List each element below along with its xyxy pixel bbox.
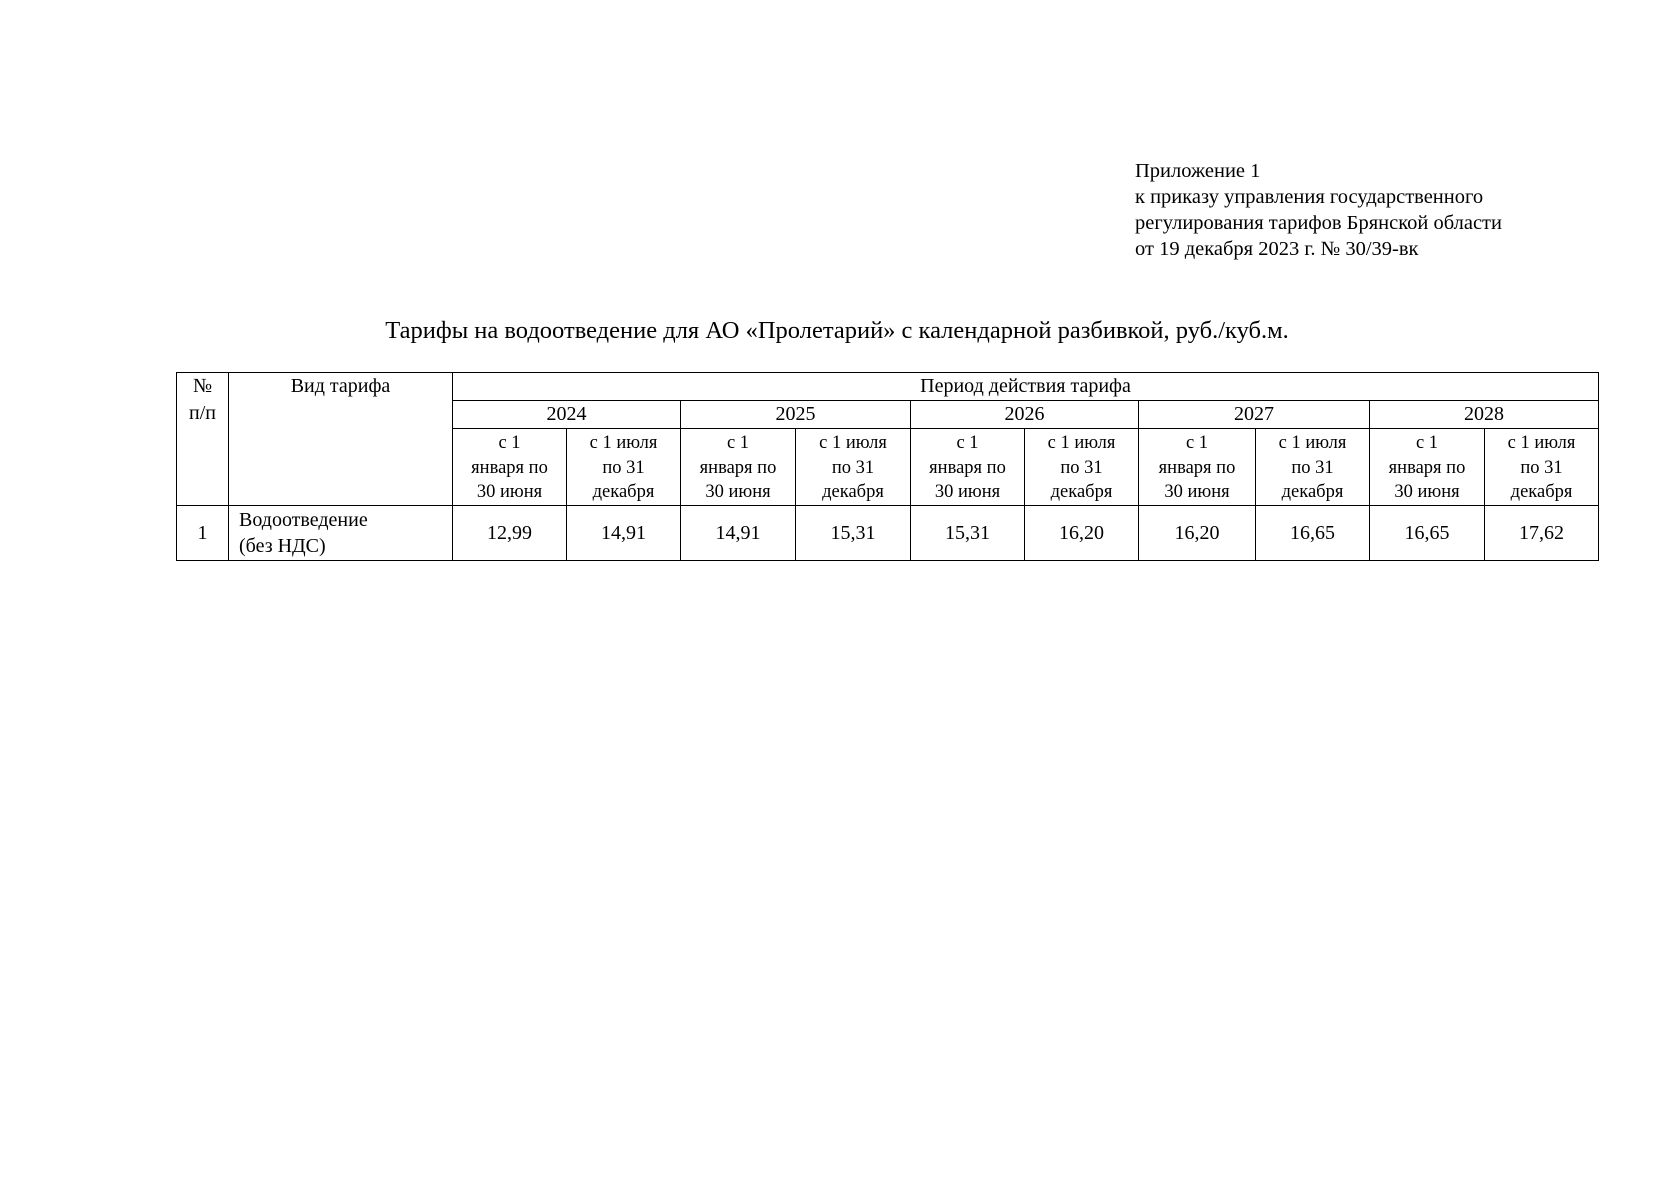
tariff-value-2025-h2: 15,31 [796, 506, 911, 561]
header-year-2026: 2026 [911, 401, 1139, 429]
tariff-value-2024-h1: 12,99 [453, 506, 567, 561]
appendix-block [1135, 158, 1502, 262]
header-half-2-line-2: по 31 [1291, 457, 1334, 478]
header-half-2-line-1: с 1 июля [1507, 433, 1576, 453]
tariff-value-2027-h2: 16,65 [1256, 506, 1370, 561]
header-half-2 [1256, 429, 1370, 506]
tariff-table [176, 372, 1599, 561]
header-half-2 [567, 429, 681, 506]
header-half-2-line-1: с 1 июля [1278, 433, 1347, 453]
header-num-line-2: п/п [189, 402, 216, 424]
tariff-value-2024-h2: 14,91 [567, 506, 681, 561]
header-half-2-line-2: по 31 [831, 457, 875, 478]
tariff-value-2025-h1: 14,91 [681, 506, 796, 561]
header-half-2-line-2: по 31 [1060, 457, 1103, 478]
row-tariff-name-line-2: (без НДС) [239, 535, 326, 557]
header-half-1-line-3: 30 июня [476, 482, 543, 502]
appendix-line-3: регулирования тарифов Брянской области [1135, 212, 1502, 234]
header-year-2025: 2025 [681, 401, 911, 429]
row-num: 1 [177, 506, 229, 561]
header-half-1 [1370, 429, 1485, 506]
header-half-2-line-3: декабря [592, 482, 655, 502]
table-row [177, 506, 1599, 561]
header-half-1-line-2: января по [699, 457, 777, 478]
header-half-2 [796, 429, 911, 506]
header-half-1-line-3: 30 июня [1394, 482, 1460, 502]
document-title-text: Тарифы на водоотведение для АО «Пролетарий» с календарной разбивкой, руб./куб.м. [385, 317, 1289, 344]
header-half-2-line-2: по 31 [602, 457, 645, 478]
tariff-value-2028-h2: 17,62 [1485, 506, 1599, 561]
appendix-line-2: к приказу управления государственного [1135, 186, 1484, 208]
header-half-1-line-2: января по [1158, 457, 1236, 478]
header-half-2-line-1: с 1 июля [589, 433, 658, 453]
header-half-2-line-3: декабря [1281, 482, 1344, 502]
header-half-1-line-1: с 1 [498, 433, 521, 453]
header-half-2 [1485, 429, 1599, 506]
row-tariff-name-line-1: Водоотведение [239, 509, 368, 531]
header-num [177, 373, 229, 506]
document-title [0, 316, 1674, 346]
header-half-1 [911, 429, 1025, 506]
header-half-2 [1025, 429, 1139, 506]
tariff-value-2027-h1: 16,20 [1139, 506, 1256, 561]
header-half-1-line-3: 30 июня [1164, 482, 1230, 502]
header-half-2-line-1: с 1 июля [1047, 433, 1116, 453]
header-year-2027: 2027 [1139, 401, 1370, 429]
header-half-1-line-2: января по [929, 457, 1006, 478]
header-half-1-line-3: 30 июня [934, 482, 1001, 502]
appendix-line-4: от 19 декабря 2023 г. № 30/39-вк [1135, 238, 1419, 260]
header-year-2024: 2024 [453, 401, 681, 429]
header-half-2-line-3: декабря [1510, 482, 1573, 502]
header-half-2-line-2: по 31 [1520, 457, 1563, 478]
header-half-1-line-1: с 1 [1185, 433, 1209, 453]
header-half-1 [681, 429, 796, 506]
header-half-2-line-3: декабря [1050, 482, 1113, 502]
header-half-1-line-3: 30 июня [705, 482, 771, 502]
header-half-2-line-3: декабря [822, 482, 884, 502]
header-half-2-line-1: с 1 июля [819, 433, 887, 453]
header-year-2028: 2028 [1370, 401, 1599, 429]
header-half-1 [1139, 429, 1256, 506]
header-half-1-line-2: января по [471, 457, 548, 478]
header-half-1-line-1: с 1 [1415, 433, 1439, 453]
row-tariff-name [229, 506, 453, 561]
header-period: Период действия тарифа [453, 373, 1599, 401]
tariff-value-2026-h2: 16,20 [1025, 506, 1139, 561]
tariff-value-2028-h1: 16,65 [1370, 506, 1485, 561]
header-tariff-kind: Вид тарифа [229, 373, 453, 506]
tariff-value-2026-h1: 15,31 [911, 506, 1025, 561]
header-half-1-line-1: с 1 [956, 433, 979, 453]
header-half-1-line-2: января по [1388, 457, 1466, 478]
header-half-1 [453, 429, 567, 506]
header-row-period [177, 373, 1599, 401]
header-half-1-line-1: с 1 [726, 433, 750, 453]
header-num-line-1: № [192, 375, 213, 397]
appendix-line-1: Приложение 1 [1135, 160, 1261, 182]
